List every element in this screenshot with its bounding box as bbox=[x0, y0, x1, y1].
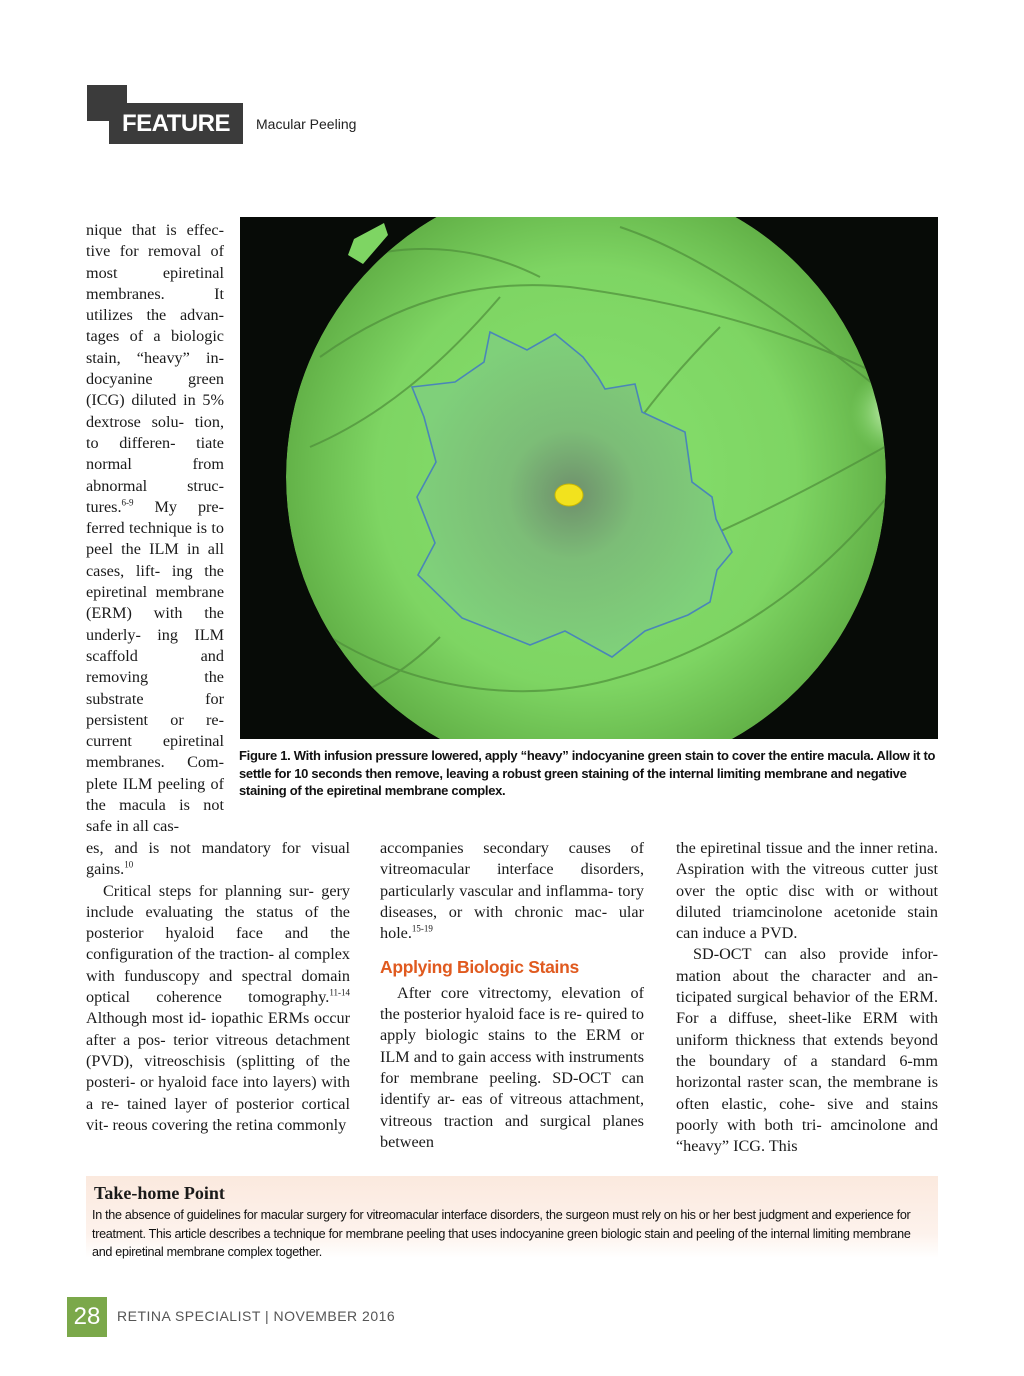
figure-caption: Figure 1. With infusion pressure lowered, apply “heavy” indocyanine green stain to cover the entire macula. Allow it to settle for 10 seconds then remove, leaving a robust green staining of the internal limiting membrane and negative staining of the epiretinal membrane complex. bbox=[239, 748, 936, 798]
column3-p2: SD-OCT can also provide infor- mation about the character and an- ticipated surgical behavior of the ERM. For a diffuse, sheet-like ERM with uniform thickness that extends beyond the boundary of a standard 6-mm horizontal raster scan, the membrane is often elastic, cohe- sive and stains poorly with both tri- amcinolone and “heavy” ICG. This bbox=[676, 945, 938, 1156]
column1-bottom-p2: Critical steps for planning sur- gery include evaluating the status of the posterior hyaloid face and the configuration of the traction- al complex with funduscopy and spectral domain optical coherence tomography. bbox=[86, 881, 350, 1007]
column1-bottom-p2-cont: Although most id- iopathic ERMs occur after a pos- terior vitreous detachment (PVD), vitreoschisis (splitting of the posteri- or hyaloid face into layers) with a re- tained layer of posterior cortical vit- reous covering the retina commonly bbox=[86, 1009, 350, 1134]
fundus-figure bbox=[240, 217, 938, 739]
publication-footer: RETINA SPECIALIST | NOVEMBER 2016 bbox=[117, 1308, 396, 1324]
page-number: 28 bbox=[67, 1297, 107, 1337]
column2-text bbox=[380, 838, 644, 1153]
column1-bottom-p1: es, and is not mandatory for visual gains. bbox=[86, 839, 350, 879]
takehome-box bbox=[86, 1176, 938, 1258]
column2-p2: After core vitrectomy, elevation of the posterior hyaloid face is re- quired to apply biologic stains to the ERM or ILM and to gain access with instruments for membrane peeling. SD-OCT can identify ar- eas of vitreous attachment, vitreous traction and surgical planes between bbox=[380, 983, 644, 1151]
column1-top-part2: My pre- ferred technique is to peel the ILM in all cases, lift- ing the epiretinal membrane (ERM) with the underly- ing ILM scaffold and removing the substrate for persistent or re- current epiretinal membranes. Com- plete ILM peeling of the macula is not safe in all cas- bbox=[86, 497, 224, 836]
column2-p1: accompanies secondary causes of vitreomacular interface disorders, particularly vascular and inflamma- tory diseases, or with chronic mac- ular hole. bbox=[380, 839, 644, 943]
section-label: Macular Peeling bbox=[256, 116, 357, 132]
column3-p1: the epiretinal tissue and the inner retina. Aspiration with the vitreous cutter just over the optic disc with or without diluted triamcinolone acetonide stain can induce a PVD. bbox=[676, 839, 938, 943]
citation-6-9: 6-9 bbox=[121, 497, 134, 508]
takehome-title: Take-home Point bbox=[94, 1183, 225, 1203]
citation-11-14: 11-14 bbox=[329, 987, 350, 998]
fundus-image bbox=[240, 217, 938, 739]
column1-bottom-text bbox=[86, 838, 350, 1136]
column1-top-part1: nique that is effec- tive for removal of most epiretinal membranes. It utilizes the advan- tages of a biologic stain, “heavy” in- docyanine green (ICG) diluted in 5% dextrose solu- tion, to differen- tiate normal from abnormal struc- tures. bbox=[86, 221, 224, 516]
fovea-marker bbox=[555, 484, 583, 506]
takehome-body: In the absence of guidelines for macular surgery for vitreomacular interface disorders, the surgeon must rely on his or her best judgment and experience for treatment. This article describes a technique for membrane peeling that uses indocyanine green biologic stain and peeling of the internal limiting membrane and epiretinal membrane complex together. bbox=[92, 1208, 911, 1259]
column1-top-text bbox=[86, 220, 224, 838]
citation-15-19: 15-19 bbox=[411, 923, 433, 934]
subheading-applying-biologic-stains: Applying Biologic Stains bbox=[380, 957, 579, 978]
column3-text bbox=[676, 838, 938, 1157]
citation-10: 10 bbox=[124, 859, 134, 870]
feature-tab: FEATURE bbox=[109, 103, 243, 144]
